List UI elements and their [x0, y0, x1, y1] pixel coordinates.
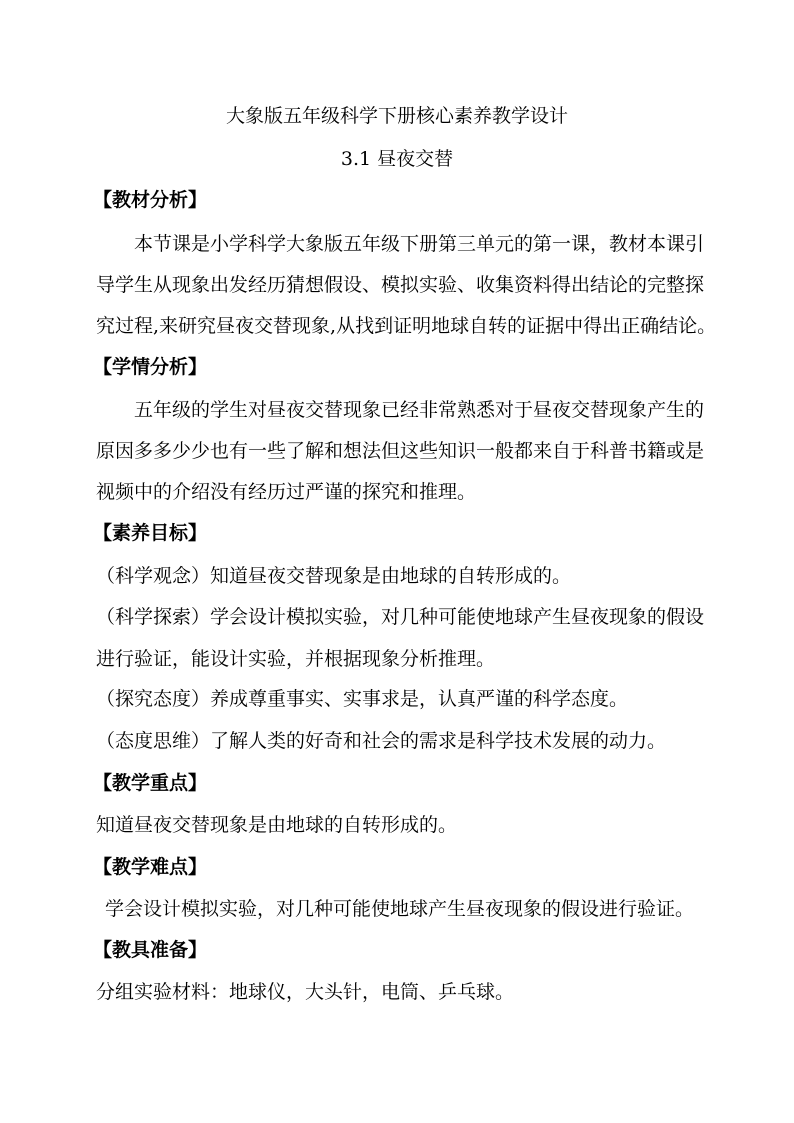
paragraph-line: 本节课是小学科学大象版五年级下册第三单元的第一课，教材本课引 [134, 233, 705, 255]
goal-line: （科学探索）学会设计模拟实验，对几种可能使地球产生昼夜现象的假设 [96, 606, 705, 628]
paragraph-line: 知道昼夜交替现象是由地球的自转形成的。 [96, 814, 458, 836]
paragraph-line: 分组实验材料：地球仪，大头针，电筒、乒乓球。 [96, 981, 515, 1003]
section-heading-literacy-goals: 【素养目标】 [93, 522, 208, 544]
paragraph-line: 究过程,来研究昼夜交替现象,从找到证明地球自转的证据中得出正确结论。 [96, 315, 717, 337]
section-heading-teaching-aids: 【教具准备】 [93, 939, 208, 961]
section-heading-teaching-difficulty: 【教学难点】 [93, 856, 208, 878]
paragraph-line: 导学生从现象出发经历猜想假设、模拟实验、收集资料得出结论的完整探 [96, 274, 705, 296]
lesson-title: 3.1 昼夜交替 [340, 148, 454, 170]
section-heading-teaching-focus: 【教学重点】 [93, 772, 208, 794]
document-title: 大象版五年级科学下册核心素养教学设计 [225, 105, 568, 127]
section-heading-textbook-analysis: 【教材分析】 [93, 189, 208, 211]
goal-line: （科学观念）知道昼夜交替现象是由地球的自转形成的。 [96, 565, 572, 587]
paragraph-line: 学会设计模拟实验，对几种可能使地球产生昼夜现象的假设进行验证。 [105, 898, 695, 920]
paragraph-line: 五年级的学生对昼夜交替现象已经非常熟悉对于昼夜交替现象产生的 [134, 399, 705, 421]
paragraph-line: 原因多多少少也有一些了解和想法但这些知识一般都来自于科普书籍或是 [96, 440, 705, 462]
goal-line: （态度思维）了解人类的好奇和社会的需求是科学技术发展的动力。 [96, 730, 667, 752]
goal-line: （探究态度）养成尊重事实、实事求是，认真严谨的科学态度。 [96, 688, 629, 710]
paragraph-line: 视频中的介绍没有经历过严谨的探究和推理。 [96, 481, 477, 503]
goal-line: 进行验证，能设计实验，并根据现象分析推理。 [96, 648, 496, 670]
section-heading-student-analysis: 【学情分析】 [93, 356, 208, 378]
